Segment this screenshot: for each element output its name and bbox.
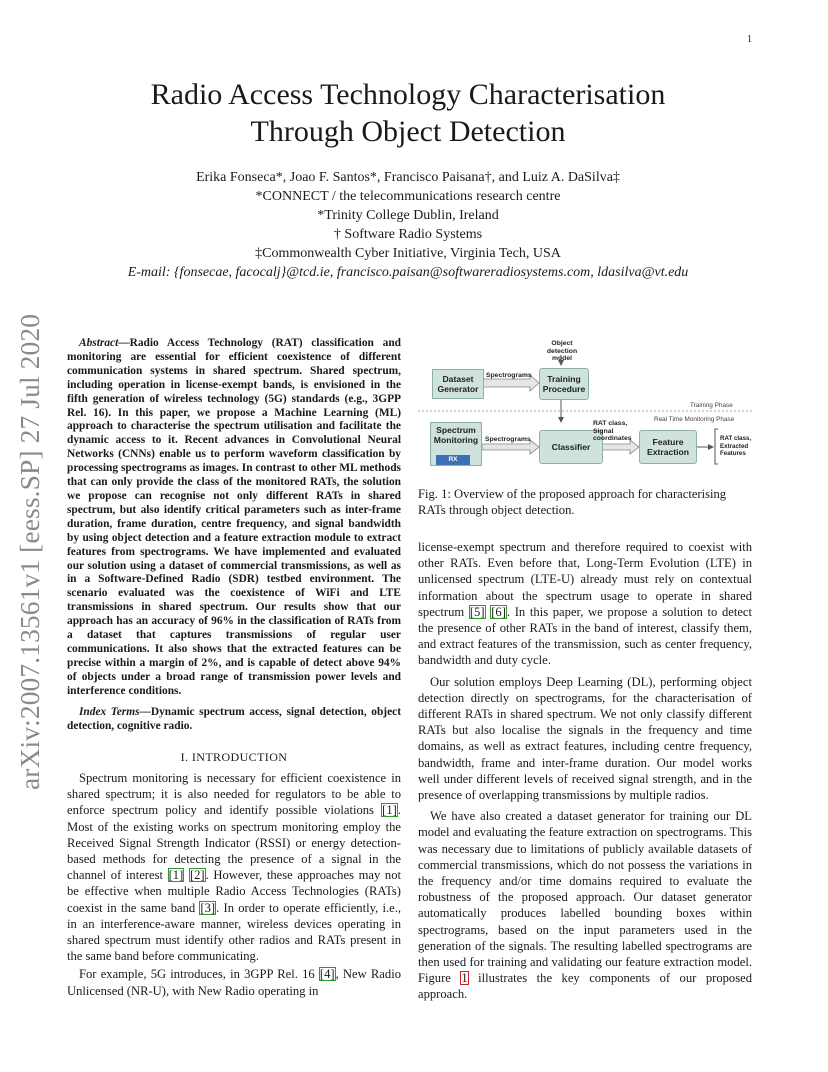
dataset-generator-box: Dataset Generator xyxy=(432,369,484,399)
affiliation-1: *CONNECT / the telecommunications research centre xyxy=(255,189,561,204)
rx-badge: RX xyxy=(436,455,470,465)
intro-text xyxy=(67,770,401,999)
citation-link[interactable]: [4] xyxy=(319,967,335,982)
intro-paragraph-1: Spectrum monitoring is necessary for efficient coexistence in shared spectrum; it is also needed for regulators to be able to enforce spectrum policy and identify possible violations [1]. Most of the existing works on spectrum monitoring employ the Received Signal Strength Indicator (RSSI) or energy detection-based methods for detecting the presence of a signal in the channel of interest [1] [2]. However, these approaches may not be effective when multiple Radio Access Technologies (RATs) coexist in the same band [3]. In order to operate efficiently, i.e., in an interference-aware manner, wireless devices operating in shared spectrum must identify other radios and RATs present in the same band before communicating. xyxy=(67,771,402,964)
spectrograms-bottom-label: Spectrograms xyxy=(485,436,531,443)
index-terms-lead: Index Terms xyxy=(79,706,140,718)
citation-link[interactable]: [1] xyxy=(382,803,397,818)
citation-link[interactable]: [1] xyxy=(168,868,184,883)
citation-link[interactable]: [5] xyxy=(469,604,485,619)
rat-signal-label: RAT class, Signal coordinates xyxy=(593,420,632,442)
right-column-text xyxy=(418,539,752,1003)
author-names: Erika Fonseca*, Joao F. Santos*, Francisco Paisana†, and Luiz A. DaSilva‡ xyxy=(196,170,620,185)
title-line-1: Radio Access Technology Characterisation xyxy=(150,78,666,111)
object-model-label: Object detection model xyxy=(546,340,578,362)
affiliation-3: † Software Radio Systems xyxy=(333,227,483,242)
feature-extraction-box: Feature Extraction xyxy=(639,430,697,464)
citation-link[interactable]: [2] xyxy=(189,868,205,883)
figure-caption: Fig. 1: Overview of the proposed approach for characterising RATs through object detection. xyxy=(418,487,727,518)
title-line-2: Through Object Detection xyxy=(250,115,566,148)
page-number: 1 xyxy=(747,34,752,45)
spectrograms-top-label: Spectrograms xyxy=(486,372,532,379)
right-paragraph-2: Our solution employs Deep Learning (DL), performing object detection directly on spectrograms, for the characterisation of different RATs in shared spectrum. We not only classify different RATs but also localise the signals in the frequency and time domains, as well as extract features, including centre frequency, bandwidth, frame and inter-frame duration. Our model works well under different levels of received signal strength, and in the presence of overlapping transmissions by multiple radios. xyxy=(418,674,752,803)
right-paragraph-1: license-exempt spectrum and therefore required to coexist with other RATs. Even before that, Long-Term Evolution (LTE) in unlicensed spectrum (LTE-U) already must rely on contextual information about the spectrum usage to operate in shared spectrum [5] [6]. In this paper, we propose a solution to detect the presence of other RATs in the band of interest, classify them, and extract features of the transmission, such as center frequency, bandwidth and duty cycle. xyxy=(418,540,753,668)
output-label: RAT class, Extracted Features xyxy=(720,435,752,457)
classifier-box: Classifier xyxy=(539,430,603,464)
arxiv-stamp: arXiv:2007.13561v1 [eess.SP] 27 Jul 2020 xyxy=(14,313,45,790)
training-phase-label: Training Phase xyxy=(690,402,733,409)
abstract-lead: Abstract xyxy=(79,337,119,349)
overview-figure xyxy=(418,338,754,473)
intro-paragraph-2: For example, 5G introduces, in 3GPP Rel. 16 [4], New Radio Unlicensed (NR-U), with New Radio operating in xyxy=(67,967,401,998)
paper-title xyxy=(70,76,746,150)
citation-link[interactable]: [3] xyxy=(200,900,216,915)
author-emails: E-mail: {fonsecae, facocalj}@tcd.ie, francisco.paisan@softwareradiosystems.com, ldasilva@vt.edu xyxy=(127,265,689,280)
figure-link[interactable]: 1 xyxy=(461,971,468,986)
spectrum-monitoring-box: Spectrum Monitoring xyxy=(430,422,482,466)
training-procedure-box: Training Procedure xyxy=(539,368,589,400)
monitoring-phase-label: Real Time Monitoring Phase xyxy=(654,416,735,423)
index-terms xyxy=(67,706,401,734)
abstract xyxy=(67,337,401,699)
index-terms-text: —Dynamic spectrum access, signal detection, object detection, cognitive radio. xyxy=(67,706,401,732)
section-heading: I. INTRODUCTION xyxy=(180,750,288,764)
abstract-text: —Radio Access Technology (RAT) classification and monitoring are essential for efficient coexistence of different communication systems in shared spectrum. Shared spectrum, including operation in license-exempt bands, is envisioned in the fifth generation of wireless technology (5G) standards (e.g., 3GPP Rel. 16). In this paper, we propose a Machine Learning (ML) approach to characterise the spectrum utilisation and facilitate the dynamic access to it. Recent advances in Convolutional Neural Networks (CNNs) enable us to perform waveform classification by processing spectrograms as images. In contrast to other ML methods that can only provide the class of the monitored RATs, the solution we propose can recognise not only different RATs in shared spectrum, but also identify critical parameters such as inter-frame duration, frame duration, centre frequency, and signal bandwidth by using object detection and a feature extraction module to extract features from spectrograms. We have implemented and evaluated our solution using a dataset of commercial transmissions, as well as in a Software-Defined Radio (SDR) testbed environment. The scenario evaluated was the coexistence of WiFi and LTE transmissions in shared spectrum. Our results show that our approach has an accuracy of 96% in the classification of RATs from a dataset that captures transmissions of regular user communications. It also shows that the extracted features can be precise within a margin of 2%, and is capable of detect above 94% of objects under a broad range of transmission power levels and interference conditions. xyxy=(67,337,401,697)
author-block xyxy=(70,168,746,282)
citation-link[interactable]: [6] xyxy=(491,604,506,619)
right-paragraph-3: We have also created a dataset generator for training our DL model and evaluating the feature extraction on spectrograms. This was necessary due to limitations of publicly available datasets of commercial transmissions, which do not possess the variations in the frequency and/or time domains required to evaluate the robustness of the proposed approach. Our dataset generator automatically produces labelled bounding boxes within spectrograms, based on the input parameters used in the generation of the signals. The resulting labelled spectrograms are then used for training and validating our feature extraction model. Figure 1 illustrates the key components of our proposed approach. xyxy=(418,809,753,1002)
affiliation-2: *Trinity College Dublin, Ireland xyxy=(317,208,499,223)
affiliation-4: ‡Commonwealth Cyber Initiative, Virginia Tech, USA xyxy=(255,246,561,261)
